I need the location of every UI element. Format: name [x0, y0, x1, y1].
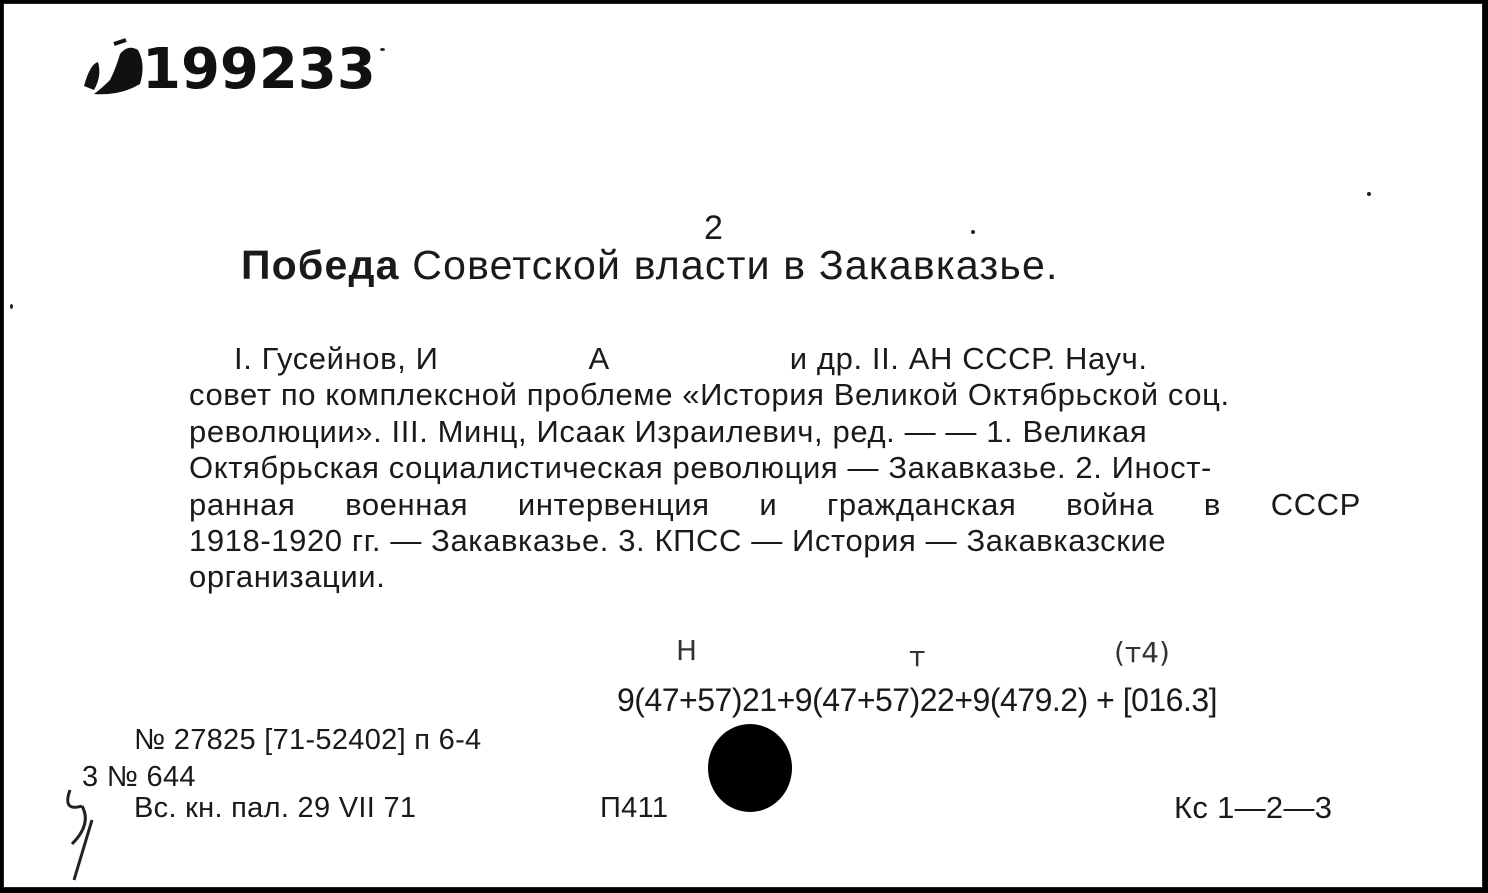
- desc-line-5-word: война: [1066, 486, 1155, 522]
- desc-line-1b: А: [588, 341, 610, 376]
- desc-line-1c: и др. II. АН СССР. Науч.: [789, 341, 1148, 376]
- card-number: 2: [704, 209, 724, 247]
- desc-line-4: Октябрьская социалистическая революция — Закавказье. 2. Иност-: [189, 450, 1212, 486]
- desc-line-6: 1918-1920 гг. — Закавказье. 3. КПСС — История — Закавказские: [189, 523, 1167, 559]
- speck: [10, 304, 13, 309]
- speck: [1367, 192, 1371, 196]
- speck: [380, 48, 385, 51]
- handwritten-mark-3: (т4): [1114, 636, 1170, 669]
- order-number: № 27825 [71-52402] п 6-4: [134, 724, 482, 756]
- book-chamber-line: Вс. кн. пал. 29 VII 71: [134, 792, 417, 824]
- order-sub-number: 3 № 644: [82, 761, 196, 793]
- desc-line-5-word: ранная: [189, 486, 296, 522]
- desc-line-1a: I. Гусейнов, И: [234, 341, 439, 376]
- desc-line-3: революции». III. Минц, Исаак Израилевич, ред. — — 1. Великая: [189, 413, 1148, 449]
- punch-hole: [708, 724, 792, 812]
- desc-line-7: организации.: [189, 559, 386, 595]
- handwritten-mark-2: т: [909, 640, 926, 673]
- desc-line-5-word: в: [1203, 486, 1221, 522]
- inventory-stamp: [80, 24, 376, 104]
- title-rest: Советской власти в Закавказье.: [412, 242, 1059, 288]
- desc-line-5-word: и: [759, 486, 778, 522]
- print-code: П411: [600, 792, 669, 824]
- stamp-number: 199233: [142, 37, 376, 102]
- catalog-card: [3, 3, 1483, 888]
- handwritten-mark-1: Н: [676, 634, 698, 667]
- speck: [971, 230, 975, 234]
- classification-index: 9(47+57)21+9(47+57)22+9(479.2) + [016.3]: [617, 682, 1218, 718]
- desc-line-5-word: СССР: [1270, 486, 1361, 522]
- copies-code: Кс 1—2—3: [1174, 790, 1333, 825]
- desc-line-1: [189, 341, 1361, 377]
- handwritten-seven-mark: [52, 784, 112, 884]
- desc-line-5-word: гражданская: [827, 486, 1017, 522]
- desc-line-2: совет по комплексной проблеме «История Великой Октябрьской соц.: [189, 377, 1230, 413]
- bibliographic-description: [189, 341, 1361, 596]
- desc-line-5-word: военная: [345, 486, 469, 522]
- desc-line-5-word: интервенция: [517, 486, 710, 522]
- desc-line-5: [189, 487, 1361, 523]
- title-bold-word: Победа: [241, 242, 400, 288]
- card-title: [241, 242, 1059, 289]
